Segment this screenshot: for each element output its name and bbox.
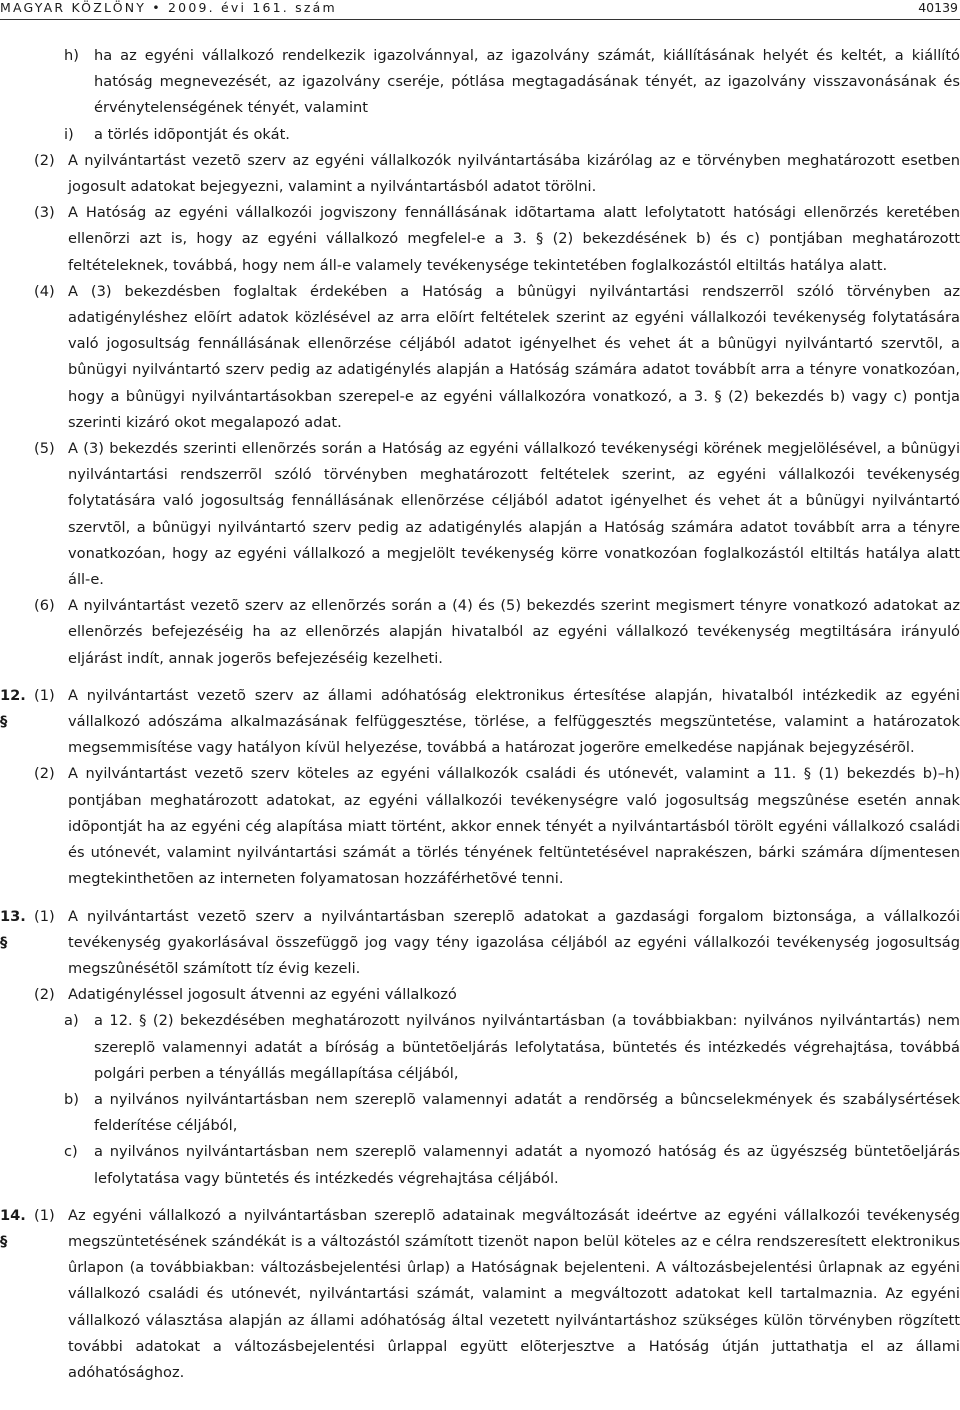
point-text: ha az egyéni vállalkozó rendelkezik igazolvánnyal, az igazolvány számát, kiállításának helyét és keltét, a kiállító hatóság megnevezését, az igazolvány cseréje, pótlása megtagadásának tényét, az igazolvány visszavonásának és érvénytelenségének tényét, valamint	[94, 47, 960, 117]
paragraph-text: Adatigényléssel jogosult átvenni az egyéni vállalkozó	[68, 986, 457, 1004]
paragraph-number: (1)	[34, 907, 55, 925]
paragraph-number: (1)	[34, 686, 55, 704]
paragraph-number: (2)	[34, 765, 55, 783]
section-number: 12. §	[0, 686, 26, 731]
paragraph-11-3	[0, 200, 960, 279]
paragraph-text: A (3) bekezdésben foglaltak érdekében a Hatóság a bûnügyi nyilvántartási rendszerrõl szóló törvényben az adatigényléshez elõírt adatok közlésével az arra elõírt feltételek szerint az egyéni vállalkozói tevékenység folytatására való jogosultság fennállásának ellenõrzése céljából adatot igényelhet és vehet át a bûnügyi nyilvántartó szervtõl, a bûnügyi nyilvántartó szerv pedig az adatigénylés alapján a Hatóság számára adatot továbbít arra a tényre vonatkozóan, hogy a bûnügyi nyilvántartásokban szerepel-e az egyéni vállalkozóra vonatkozó, a 3. § (2) bekezdés b) vagy c) pontja szerinti kizáró okot megalapozó adat.	[68, 282, 960, 431]
paragraph-13-1	[0, 904, 960, 983]
point-mark: b)	[64, 1090, 79, 1108]
paragraph-number: (6)	[34, 597, 55, 615]
paragraph-number: (2)	[34, 986, 55, 1004]
point-mark: a)	[64, 1012, 79, 1030]
point-h	[0, 43, 960, 122]
point-text: a 12. § (2) bekezdésében meghatározott nyilvános nyilvántartásban (a továbbiakban: nyilvános nyilvántartás) nem szereplõ valamennyi adatát a bíróság a büntetõeljárás lefolytatása, büntetés és intézkedés végrehajtása, továbbá polgári perben a tényállás megállapítása céljából,	[94, 1012, 960, 1082]
paragraph-14-1	[0, 1203, 960, 1386]
paragraph-text: A nyilvántartást vezetõ szerv az egyéni vállalkozók nyilvántartásába kizárólag az e törvényben meghatározott esetben jogosult adatokat bejegyezni, valamint a nyilvántartásból adatot törölni.	[68, 151, 960, 196]
paragraph-11-4	[0, 279, 960, 436]
paragraph-11-5	[0, 436, 960, 593]
paragraph-text: A nyilvántartást vezetõ szerv az ellenõrzés során a (4) és (5) bekezdés szerint megismert tényre vonatkozó adatokat az ellenõrzés befejezéséig ha az ellenõrzés alapján hivatalból az egyéni vállalkozó tevékenység megtiltására irányuló eljárást indít, annak jogerõs befejezéséig kezelheti.	[68, 597, 960, 667]
paragraph-12-1	[0, 683, 960, 762]
point-text: a törlés idõpontját és okát.	[94, 125, 290, 143]
paragraph-12-2	[0, 761, 960, 892]
journal-title: MAGYAR KÖZLÖNY • 2009. évi 161. szám	[0, 0, 337, 15]
paragraph-number: (1)	[34, 1206, 55, 1224]
point-13-2-a	[0, 1008, 960, 1087]
paragraph-text: A Hatóság az egyéni vállalkozói jogviszony fennállásának idõtartama alatt lefolytatott hatósági ellenõrzés keretében ellenõrzi azt is, hogy az egyéni vállalkozó megfelel-e a 3. § (2) bekezdésének b) és c) pontjában meghatározott feltételeknek, továbbá, hogy nem áll-e valamely tevékenysége tekintetében foglalkozástól eltiltás hatálya alatt.	[68, 204, 960, 274]
paragraph-number: (4)	[34, 282, 55, 300]
paragraph-text: A (3) bekezdés szerinti ellenõrzés során a Hatóság az egyéni vállalkozó tevékenységi körének megjelölésével, a bûnügyi nyilvántartási rendszerrõl szóló törvényben meghatározott feltételek szerint, az egyéni vállalkozói tevékenység folytatására való jogosultság fennállásának ellenõrzése céljából adatot igényelhet és vehet át a bûnügyi nyilvántartó szervtõl, a bûnügyi nyilvántartó szerv pedig az adatigénylés alapján a Hatóság számára adatot továbbít arra a tényre vonatkozóan, hogy az egyéni vállalkozó a megjelölt tevékenység körre vonatkozóan foglalkozástól eltiltás hatálya alatt áll-e.	[68, 440, 960, 589]
page-number: 40139	[918, 0, 958, 15]
paragraph-11-2	[0, 148, 960, 200]
paragraph-13-2	[0, 982, 960, 1008]
paragraph-number: (2)	[34, 151, 55, 169]
point-mark: i)	[64, 125, 74, 143]
paragraph-number: (3)	[34, 204, 55, 222]
paragraph-number: (5)	[34, 440, 55, 458]
point-mark: h)	[64, 47, 79, 64]
paragraph-11-6	[0, 593, 960, 672]
point-13-2-c	[0, 1139, 960, 1191]
point-text: a nyilvános nyilvántartásban nem szereplõ valamennyi adatát a nyomozó hatóság és az ügyészség büntetõeljárás lefolytatása vagy büntetés és intézkedés végrehajtása céljából.	[94, 1143, 960, 1187]
section-number: 13. §	[0, 907, 26, 951]
document-body	[0, 43, 960, 1386]
point-13-2-b	[0, 1087, 960, 1139]
page-header	[0, 0, 960, 26]
section-number: 14. §	[0, 1206, 26, 1250]
point-mark: c)	[64, 1143, 78, 1161]
paragraph-text: A nyilvántartást vezetõ szerv köteles az egyéni vállalkozók családi és utónevét, valamint a 11. § (1) bekezdés b)–h) pontjában meghatározott adatokat, az egyéni vállalkozói tevékenységre való jogosultság megszûnése esetén annak idõpontját ha az egyéni cég alapítása miatt történt, akkor ennek tényét a nyilvántartásból törölt egyéni vállalkozó családi és utónevét, valamint nyilvántartási számát a törlés tényének feltüntetésével naprakészen, bárki számára díjmentesen megtekinthetõen az interneten folyamatosan hozzáférhetõvé tenni.	[68, 765, 960, 888]
paragraph-text: Az egyéni vállalkozó a nyilvántartásban szereplõ adatainak megváltozását ideértve az egyéni vállalkozói tevékenység megszüntetésének szándékát is a változástól számított tizenöt napon belül köteles az e célra rendszeresített elektronikus ûrlapon (a továbbiakban: változásbejelentési ûrlap) a Hatóságnak bejelenteni. A változásbejelentési ûrlapnak az egyéni vállalkozó családi és utónevét, nyilvántartási számát, valamint a megváltozott adatokat kell tartalmaznia. Az egyéni vállalkozó választása alapján az állami adóhatóság által vezetett nyilvántartáshoz szükséges külön törvényben rögzített további adatokat a változásbejelentési ûrlappal együtt elõterjesztve a Hatóság útján juttathatja el az állami adóhatósághoz.	[68, 1206, 960, 1381]
point-i	[0, 122, 960, 148]
header-rule	[0, 19, 960, 20]
point-text: a nyilvános nyilvántartásban nem szereplõ valamennyi adatát a rendõrség a bûncselekmények és szabálysértések felderítése céljából,	[94, 1090, 960, 1135]
paragraph-text: A nyilvántartást vezetõ szerv az állami adóhatóság elektronikus értesítése alapján, hivatalból intézkedik az egyéni vállalkozó adószáma alkalmazásának felfüggesztése, törlése, a felfüggesztés megszüntetése, valamint a határozatok megsemmisítése vagy hatályon kívül helyezése, továbbá a határozat jogerõre emelkedése napjának bejegyzésérõl.	[68, 686, 960, 757]
paragraph-text: A nyilvántartást vezetõ szerv a nyilvántartásban szereplõ adatokat a gazdasági forgalom biztonsága, a vállalkozói tevékenység gyakorlásával összefüggõ jog vagy tény igazolása céljából az egyéni vállalkozói tevékenység jogosultság megszûnésétõl számított tíz évig kezeli.	[68, 907, 960, 977]
